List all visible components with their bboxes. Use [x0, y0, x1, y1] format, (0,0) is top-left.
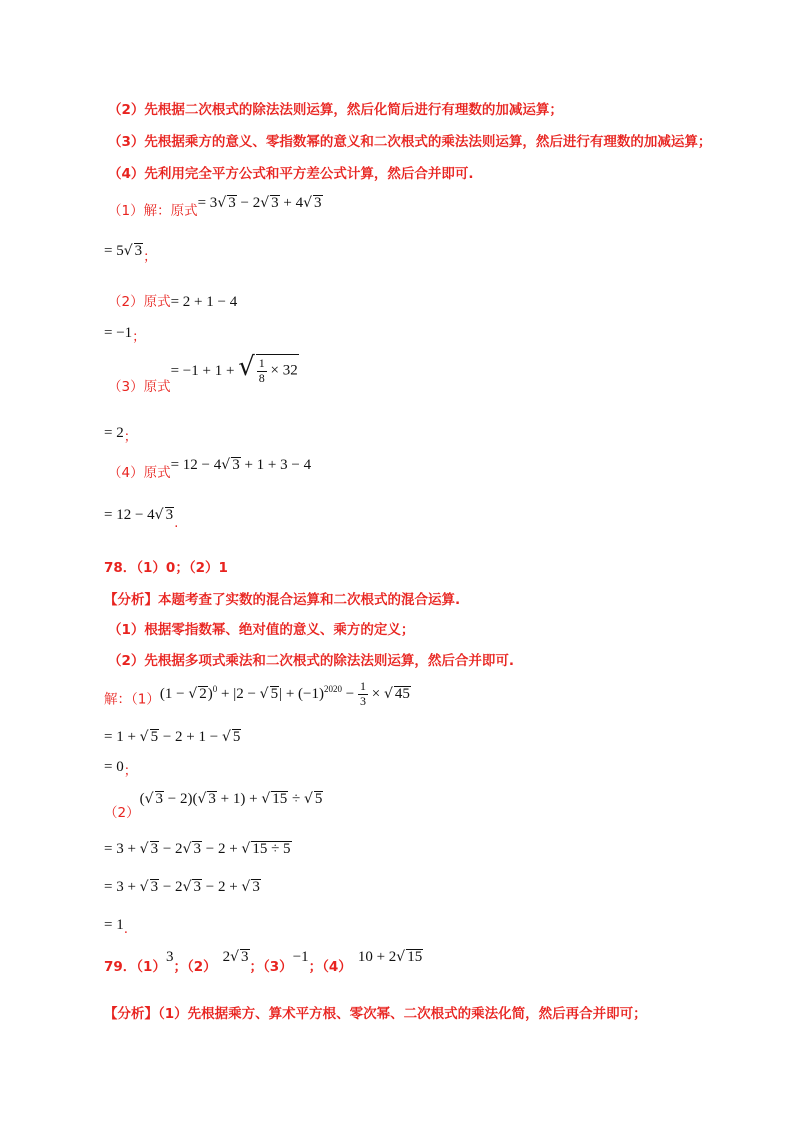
- math-expression: = −1 + 1 + √ $\frac{1}{8}$ × 32: [170, 352, 298, 386]
- semicolon: ；: [123, 763, 138, 779]
- solution-4-line-1: [108, 454, 311, 481]
- solution-2-line-2: [104, 322, 146, 345]
- solution-3-label: （3）原式: [108, 379, 171, 395]
- q78-solution-2-line-4: [104, 914, 128, 937]
- math-expression: = 3 + √ 3 − 2√ 3 − 2 + √ 15 ÷ 5: [104, 841, 291, 857]
- period: .: [123, 921, 129, 937]
- math-expression: 2√ 3: [222, 949, 249, 965]
- q78-solution-2-line-1: [104, 788, 323, 821]
- math-expression: = 5√ 3: [104, 243, 143, 259]
- solution-2-line-1: [108, 290, 237, 311]
- q78-solution-1-line-1: [104, 680, 411, 709]
- q78-analysis-item-2: （2）先根据多项式乘法和二次根式的除法法则运算，然后合并即可.: [108, 653, 515, 669]
- math-expression: = 12 − 4√ 3: [104, 507, 174, 523]
- semicolon: ；: [132, 329, 146, 345]
- q78-solution-label: 解：（1）: [104, 691, 160, 708]
- math-expression: (1 − √ 2)$^0$ + |2 − √ $5| + (-1)^{2020}$ − $\frac{1}{3}$ × √ 45: [159, 679, 410, 708]
- q79-answer-header: [104, 946, 423, 975]
- q78-solution-1-line-2: [104, 726, 241, 746]
- math-expression: = 3√ 3 − 2√ 3 + 4√ 3: [197, 195, 322, 211]
- math-expression: = 1: [104, 917, 124, 933]
- q78-solution-2-line-2: [104, 838, 292, 858]
- math-expression: = 0: [104, 759, 124, 775]
- q78-solution-1-line-3: [104, 756, 137, 779]
- q78-analysis-item-1: （1）根据零指数幂、绝对值的意义、乘方的定义；: [108, 622, 415, 638]
- solution-4-label: （4）原式: [108, 465, 171, 481]
- method-note-4: （4）先利用完全平方公式和平方差公式计算，然后合并即可.: [108, 166, 474, 182]
- math-expression: = 2 + 1 − 4: [170, 294, 238, 310]
- math-expression: = 3 + √ 3 − 2√ 3 − 2 + √ 3: [104, 879, 260, 895]
- q79-number: 79．: [104, 959, 137, 975]
- solution-3-line-2: [104, 422, 137, 445]
- solution-1-label: （1）解：原式: [108, 203, 198, 219]
- math-expression: = 1 + √ 5 − 2 + 1 − √ 5: [104, 729, 241, 745]
- q79-part-3: ；（3）: [249, 959, 293, 975]
- q78-solution-2-line-3: [104, 876, 261, 896]
- q78-analysis: 【分析】本题考查了实数的混合运算和二次根式的混合运算.: [104, 592, 461, 608]
- solution-3-line-1: [108, 352, 299, 395]
- q79-part-2: ；（2）: [173, 959, 217, 975]
- solution-1-line-2: [104, 240, 157, 265]
- q79-part-4: ；（4）: [308, 959, 352, 975]
- method-note-3: （3）先根据乘方的意义、零指数幂的意义和二次根式的乘法法则运算，然后进行有理数的加减运算；: [108, 134, 712, 150]
- q78-answer-header: 78．（1）0；（2）1: [104, 560, 228, 576]
- math-expression: −1: [292, 949, 309, 965]
- math-expression: = 12 − 4√ 3 + 1 + 3 − 4: [170, 457, 312, 473]
- q78-sub-label-2: （2）: [104, 805, 140, 821]
- solution-4-line-2: [104, 504, 178, 531]
- math-expression: (√ 3 − 2)(√ 3 + 1) + √ 15 ÷ √ 5: [139, 791, 323, 807]
- math-expression: 10 + 2√ 15: [357, 949, 423, 965]
- math-expression: 3: [165, 949, 174, 965]
- q79-analysis: 【分析】（1）先根据乘方、算术平方根、零次幂、二次根式的乘法化简，然后再合并即可；: [104, 1006, 647, 1022]
- method-note-2: （2）先根据二次根式的除法法则运算，然后化简后进行有理数的加减运算；: [108, 102, 563, 118]
- period: .: [174, 515, 179, 531]
- q79-part-1: （1）: [136, 959, 166, 975]
- semicolon: ；: [143, 249, 157, 265]
- semicolon: ；: [123, 429, 138, 445]
- solution-1-line-1: [108, 192, 323, 219]
- math-expression: = −1: [104, 325, 133, 341]
- math-expression: = 2: [104, 425, 124, 441]
- solution-2-label: （2）原式: [108, 294, 171, 310]
